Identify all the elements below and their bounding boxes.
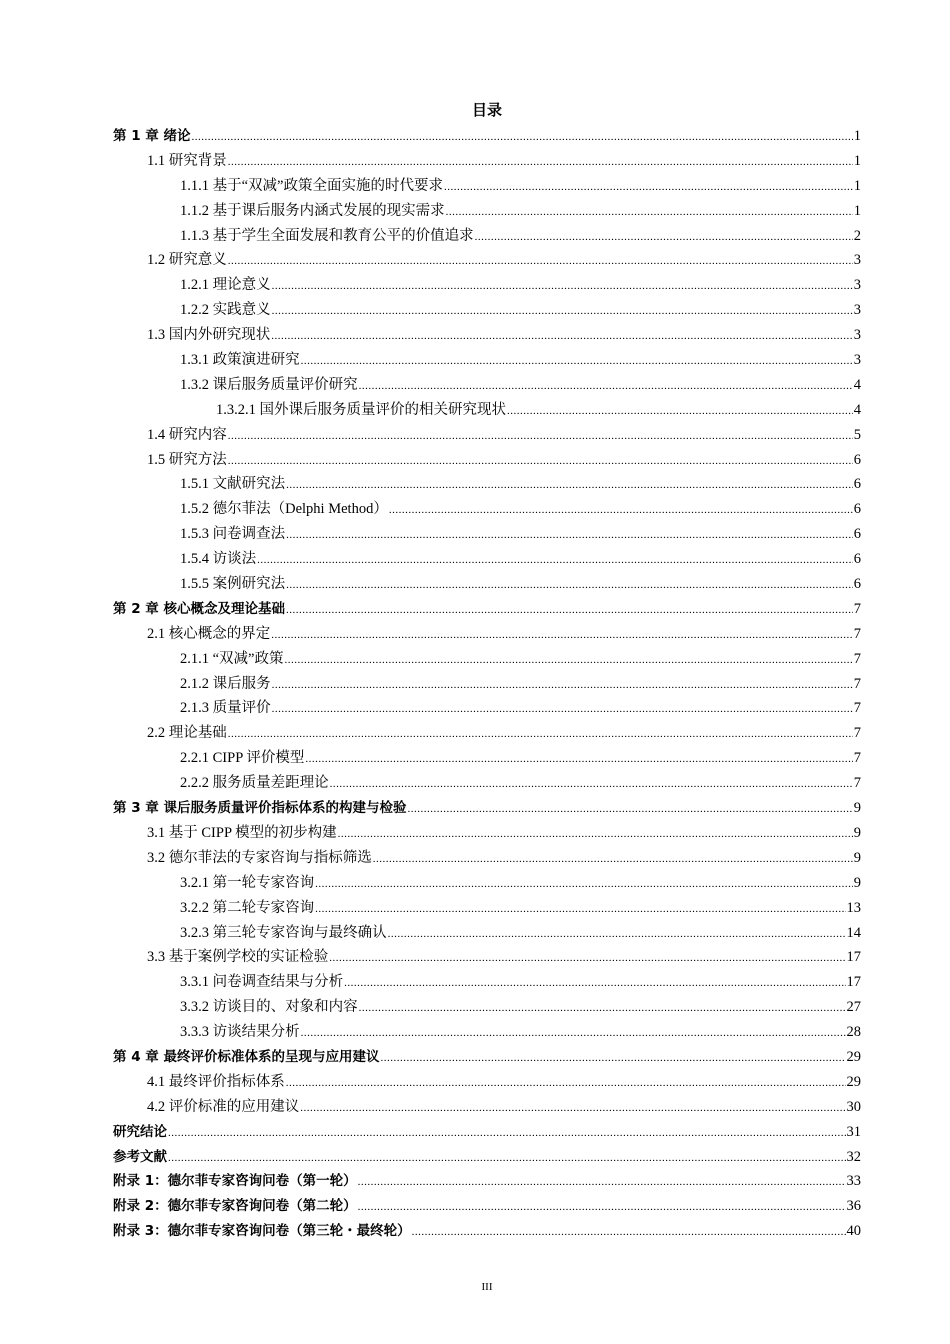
- dot-leader: [192, 127, 853, 147]
- toc-entry-title: 第 4 章 最终评价标准体系的呈现与应用建议: [113, 1048, 380, 1065]
- toc-entry-title: 1.5.4 访谈法: [180, 551, 257, 568]
- toc-entry-page-number: 6: [853, 476, 861, 493]
- toc-entry[interactable]: [113, 746, 861, 771]
- toc-entry-title: 2.1.2 课后服务: [180, 675, 271, 692]
- toc-entry-title: 3.2.3 第三轮专家咨询与最终确认: [180, 924, 387, 941]
- toc-entry-title: 1.1 研究背景: [147, 152, 227, 169]
- toc-entry-page-number: 7: [853, 650, 861, 667]
- dot-leader: [358, 1197, 846, 1217]
- dot-leader: [408, 799, 853, 819]
- toc-entry-title: 附录 3：德尔菲专家咨询问卷（第三轮・最终轮）: [113, 1223, 411, 1240]
- toc-entry-title: 1.5.5 案例研究法: [180, 576, 286, 593]
- dot-leader: [228, 152, 853, 172]
- toc-entry-title: 第 2 章 核心概念及理论基础: [113, 600, 285, 617]
- toc-entry-title: 1.3.2.1 国外课后服务质量评价的相关研究现状: [216, 401, 506, 418]
- toc-entry-title: 1.3 国内外研究现状: [147, 327, 271, 344]
- dot-leader: [330, 774, 853, 794]
- dot-leader: [301, 1023, 846, 1043]
- toc-entry-page-number: 1: [853, 202, 861, 219]
- toc-entry-page-number: 31: [846, 1123, 861, 1140]
- toc-entry[interactable]: [113, 821, 861, 846]
- toc-entry-title: 2.1 核心概念的界定: [147, 625, 271, 642]
- dot-leader: [228, 724, 853, 744]
- dot-leader: [315, 874, 853, 894]
- dot-leader: [329, 948, 845, 968]
- toc-entry-title: 3.2 德尔菲法的专家咨询与指标筛选: [147, 849, 372, 866]
- toc-entry-title: 3.2.2 第二轮专家咨询: [180, 899, 315, 916]
- toc-entry[interactable]: [113, 945, 861, 970]
- toc-entry-title: 4.2 评价标准的应用建议: [147, 1098, 300, 1115]
- toc-entry-title: 3.1 基于 CIPP 模型的初步构建: [147, 824, 337, 841]
- toc-entry-page-number: 1: [853, 128, 861, 144]
- toc-entry[interactable]: [113, 199, 861, 224]
- toc-entry-page-number: 9: [853, 849, 861, 866]
- dot-leader: [257, 550, 853, 570]
- dot-leader: [358, 1172, 846, 1192]
- toc-entry-page-number: 13: [846, 899, 861, 916]
- dot-leader: [412, 1222, 846, 1242]
- toc-entry-title: 3.3.3 访谈结果分析: [180, 1024, 300, 1041]
- page-number: III: [481, 1281, 493, 1293]
- toc-entry[interactable]: [113, 423, 861, 448]
- dot-leader: [507, 401, 853, 421]
- dot-leader: [286, 475, 853, 495]
- toc-list: [113, 124, 861, 1244]
- toc-entry[interactable]: [113, 1120, 861, 1145]
- toc-entry-title: 1.2 研究意义: [147, 252, 227, 269]
- toc-entry-page-number: 27: [846, 999, 861, 1016]
- toc-entry-title: 3.2.1 第一轮专家咨询: [180, 874, 315, 891]
- toc-entry-title: 1.5.3 问卷调查法: [180, 526, 286, 543]
- dot-leader: [359, 998, 846, 1018]
- toc-entry-page-number: 36: [846, 1198, 861, 1215]
- dot-leader: [228, 426, 853, 446]
- dot-leader: [168, 1123, 846, 1143]
- toc-entry-title: 4.1 最终评价指标体系: [147, 1073, 285, 1090]
- toc-entry-page-number: 9: [853, 824, 861, 841]
- toc-entry[interactable]: [113, 1219, 861, 1244]
- toc-entry[interactable]: [113, 1145, 861, 1170]
- toc-entry[interactable]: [113, 995, 861, 1020]
- toc-entry-title: 2.2.2 服务质量差距理论: [180, 775, 329, 792]
- dot-leader: [475, 227, 853, 247]
- toc-entry-title: 3.3.1 问卷调查结果与分析: [180, 974, 344, 991]
- dot-leader: [272, 675, 853, 695]
- toc-entry-title: 1.5 研究方法: [147, 451, 227, 468]
- toc-entry-title: 3.3 基于案例学校的实证检验: [147, 949, 329, 966]
- dot-leader: [228, 251, 853, 271]
- toc-entry-page-number: 30: [846, 1098, 861, 1115]
- toc-entry[interactable]: [113, 696, 861, 721]
- toc-entry[interactable]: [113, 224, 861, 249]
- toc-entry-title: 1.3.2 课后服务质量评价研究: [180, 376, 358, 393]
- toc-entry-title: 1.1.1 基于“双减”政策全面实施的时代要求: [180, 177, 443, 194]
- toc-entry[interactable]: [113, 622, 861, 647]
- toc-entry-page-number: 3: [853, 352, 861, 369]
- toc-entry[interactable]: [113, 1070, 861, 1095]
- toc-entry-page-number: 17: [846, 949, 861, 966]
- toc-entry-title: 参考文献: [113, 1148, 167, 1165]
- toc-entry-title: 1.1.3 基于学生全面发展和教育公平的价值追求: [180, 227, 474, 244]
- toc-entry[interactable]: [113, 448, 861, 473]
- toc-entry[interactable]: [113, 398, 861, 423]
- toc-entry-page-number: 40: [846, 1223, 861, 1240]
- toc-entry-title: 第 1 章 绪论: [113, 128, 191, 144]
- toc-entry-page-number: 1: [853, 152, 861, 169]
- toc-entry-title: 2.2.1 CIPP 评价模型: [180, 750, 305, 767]
- dot-leader: [286, 525, 853, 545]
- toc-entry-title: 2.2 理论基础: [147, 725, 227, 742]
- toc-entry-page-number: 6: [853, 526, 861, 543]
- dot-leader: [446, 202, 853, 222]
- toc-entry[interactable]: [113, 124, 861, 149]
- dot-leader: [272, 699, 853, 719]
- toc-entry[interactable]: [113, 896, 861, 921]
- dot-leader: [315, 899, 845, 919]
- toc-entry-page-number: 2: [853, 227, 861, 244]
- toc-entry[interactable]: [113, 1194, 861, 1219]
- toc-entry[interactable]: [113, 497, 861, 522]
- toc-entry-page-number: 1: [853, 177, 861, 194]
- toc-entry[interactable]: [113, 672, 861, 697]
- dot-leader: [286, 575, 853, 595]
- toc-entry-page-number: 4: [853, 401, 861, 418]
- toc-entry[interactable]: [113, 348, 861, 373]
- toc-entry[interactable]: [113, 572, 861, 597]
- toc-entry-page-number: 7: [853, 675, 861, 692]
- toc-entry-page-number: 9: [853, 800, 861, 817]
- toc-entry-page-number: 3: [853, 302, 861, 319]
- toc-entry[interactable]: [113, 298, 861, 323]
- toc-entry[interactable]: [113, 1020, 861, 1045]
- toc-entry-title: 1.5.1 文献研究法: [180, 476, 286, 493]
- toc-entry-page-number: 5: [853, 426, 861, 443]
- toc-entry[interactable]: [113, 1169, 861, 1194]
- dot-leader: [338, 824, 853, 844]
- dot-leader: [344, 973, 845, 993]
- toc-entry-title: 2.1.3 质量评价: [180, 700, 271, 717]
- toc-entry-page-number: 3: [853, 252, 861, 269]
- toc-entry-page-number: 7: [853, 750, 861, 767]
- toc-entry-page-number: 28: [846, 1024, 861, 1041]
- toc-entry[interactable]: [113, 846, 861, 871]
- dot-leader: [359, 376, 853, 396]
- dot-leader: [388, 924, 846, 944]
- toc-entry-title: 1.4 研究内容: [147, 426, 227, 443]
- toc-entry[interactable]: [113, 323, 861, 348]
- toc-entry[interactable]: [113, 597, 861, 622]
- toc-entry-page-number: 6: [853, 451, 861, 468]
- dot-leader: [286, 1073, 846, 1093]
- toc-entry-page-number: 9: [853, 874, 861, 891]
- toc-entry-title: 1.2.2 实践意义: [180, 302, 271, 319]
- toc-entry[interactable]: [113, 647, 861, 672]
- toc-entry[interactable]: [113, 472, 861, 497]
- toc-entry[interactable]: [113, 721, 861, 746]
- dot-leader: [271, 326, 853, 346]
- toc-entry-page-number: 7: [853, 600, 861, 617]
- toc-entry-title: 3.3.2 访谈目的、对象和内容: [180, 999, 358, 1016]
- toc-entry[interactable]: [113, 1045, 861, 1070]
- toc-entry[interactable]: [113, 547, 861, 572]
- toc-entry[interactable]: [113, 1095, 861, 1120]
- dot-leader: [285, 650, 853, 670]
- toc-entry-page-number: 6: [853, 551, 861, 568]
- toc-entry[interactable]: [113, 871, 861, 896]
- toc-entry[interactable]: [113, 796, 861, 821]
- dot-leader: [444, 177, 853, 197]
- toc-entry[interactable]: [113, 970, 861, 995]
- toc-entry[interactable]: [113, 522, 861, 547]
- toc-entry-page-number: 17: [846, 974, 861, 991]
- toc-entry-page-number: 7: [853, 725, 861, 742]
- toc-entry-page-number: 3: [853, 327, 861, 344]
- toc-entry[interactable]: [113, 373, 861, 398]
- toc-entry-page-number: 4: [853, 376, 861, 393]
- toc-entry-page-number: 14: [846, 924, 861, 941]
- dot-leader: [389, 500, 853, 520]
- dot-leader: [381, 1048, 846, 1068]
- toc-entry-title: 2.1.1 “双减”政策: [180, 650, 284, 667]
- dot-leader: [301, 351, 853, 371]
- dot-leader: [300, 1098, 845, 1118]
- toc-entry[interactable]: [113, 771, 861, 796]
- toc-entry-page-number: 32: [846, 1148, 861, 1165]
- toc-entry-page-number: 29: [846, 1073, 861, 1090]
- toc-entry-page-number: 7: [853, 775, 861, 792]
- toc-entry-page-number: 7: [853, 700, 861, 717]
- dot-leader: [228, 451, 853, 471]
- toc-entry-title: 1.3.1 政策演进研究: [180, 352, 300, 369]
- toc-entry-title: 附录 1：德尔菲专家咨询问卷（第一轮）: [113, 1173, 357, 1190]
- dot-leader: [373, 849, 853, 869]
- toc-entry[interactable]: [113, 149, 861, 174]
- toc-entry-page-number: 6: [853, 576, 861, 593]
- toc-entry[interactable]: [113, 174, 861, 199]
- toc-entry-title: 附录 2：德尔菲专家咨询问卷（第二轮）: [113, 1198, 357, 1215]
- toc-entry-title: 第 3 章 课后服务质量评价指标体系的构建与检验: [113, 800, 407, 817]
- dot-leader: [271, 625, 853, 645]
- toc-entry-page-number: 7: [853, 625, 861, 642]
- toc-entry-page-number: 6: [853, 501, 861, 518]
- toc-entry[interactable]: [113, 921, 861, 946]
- dot-leader: [286, 600, 853, 620]
- toc-entry-page-number: 3: [853, 277, 861, 294]
- toc-entry-page-number: 29: [846, 1048, 861, 1065]
- toc-title: 目录: [471, 101, 502, 119]
- toc-entry-title: 1.1.2 基于课后服务内涵式发展的现实需求: [180, 202, 445, 219]
- dot-leader: [272, 301, 853, 321]
- toc-entry-title: 1.2.1 理论意义: [180, 277, 271, 294]
- dot-leader: [168, 1148, 846, 1168]
- dot-leader: [272, 276, 853, 296]
- toc-entry-title: 研究结论: [113, 1123, 167, 1140]
- toc-entry-title: 1.5.2 德尔菲法（Delphi Method）: [180, 501, 388, 518]
- toc-entry-page-number: 33: [846, 1173, 861, 1190]
- toc-entry[interactable]: [113, 248, 861, 273]
- toc-entry[interactable]: [113, 273, 861, 298]
- dot-leader: [305, 749, 852, 769]
